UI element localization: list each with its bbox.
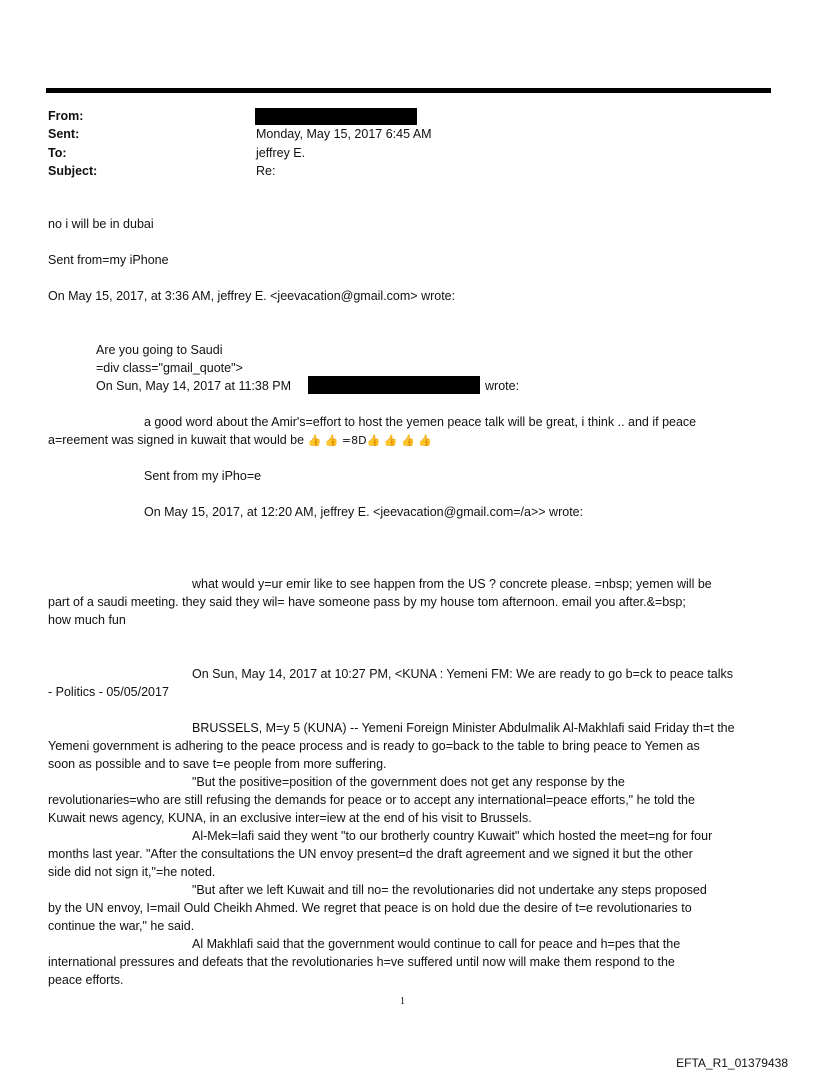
article-line: peace efforts. <box>48 973 124 987</box>
from-row <box>48 108 256 125</box>
quote3-line: how much fun <box>48 613 126 627</box>
to-row <box>48 145 305 162</box>
article-line: side did not sign it,"=he noted. <box>48 865 216 879</box>
document-id: EFTA_R1_01379438 <box>676 1056 788 1070</box>
subject-row <box>48 163 275 180</box>
signature-text: Sent from=my iPhone <box>48 253 169 267</box>
quote2-para-text: a=reement was signed in kuwait that would be <box>48 433 305 447</box>
quote4-line: On Sun, May 14, 2017 at 10:27 PM, <KUNA : Yemeni FM: We are ready to go b=ck to peace talks <box>192 667 734 681</box>
quote1-line: =div class="gmail_quote"> <box>96 361 243 375</box>
from-label: From: <box>48 109 84 123</box>
article-line: "But after we left Kuwait and till no= the revolutionaries did not undertake any steps proposed <box>192 883 707 897</box>
from-redaction <box>255 108 417 125</box>
article-line: by the UN envoy, I=mail Ould Cheikh Ahmed. We regret that peace is on hold due the desire of t=e revolutionaries to <box>48 901 692 915</box>
to-value: jeffrey E. <box>256 146 306 160</box>
quote1-line: Are you going to Saudi <box>96 343 223 357</box>
article-line: international pressures and defeats that the revolutionaries h=ve suffered until now will make them respond to the <box>48 955 675 969</box>
article-line: months last year. "After the consultations the UN envoy present=d the draft agreement and we signed it but the other <box>48 847 693 861</box>
quote3-line: what would y=ur emir like to see happen from the US ? concrete please. =nbsp; yemen will be <box>192 577 712 591</box>
quote2-signature: Sent from my iPho=e <box>144 469 262 483</box>
article-line: BRUSSELS, M=y 5 (KUNA) -- Yemeni Foreign Minister Abdulmalik Al-Makhlafi said Friday th=t the <box>192 721 735 735</box>
article-line: Al-Mek=lafi said they went "to our brotherly country Kuwait" which hosted the meet=ng for four <box>192 829 713 843</box>
to-label: To: <box>48 146 67 160</box>
quote2-header: On May 15, 2017, at 12:20 AM, jeffrey E. <jeevacation@gmail.com=/a>> wrote: <box>144 505 584 519</box>
quote1-header: On May 15, 2017, at 3:36 AM, jeffrey E. <jeevacation@gmail.com> wrote: <box>48 289 456 303</box>
article-line: "But the positive=position of the government does not get any response by the <box>192 775 625 789</box>
article-line: Yemeni government is adhering to the peace process and is ready to go=back to the table to bring peace to Yemen as <box>48 739 700 753</box>
header-rule <box>46 88 771 93</box>
quote4-line: - Politics - 05/05/2017 <box>48 685 169 699</box>
reply-text: no i will be in dubai <box>48 217 154 231</box>
sender-redaction <box>308 376 480 394</box>
article-line: soon as possible and to save t=e people from more suffering. <box>48 757 387 771</box>
subject-label: Subject: <box>48 164 98 178</box>
article-line: Al Makhlafi said that the government would continue to call for peace and h=pes that the <box>192 937 681 951</box>
quote1-line: wrote: <box>485 379 520 393</box>
sent-label: Sent: <box>48 127 80 141</box>
article-line: continue the war," he said. <box>48 919 195 933</box>
page-number: 1 <box>400 996 405 1007</box>
quote3-line: part of a saudi meeting. they said they wil= have someone pass by my house tom afternoon. email you after.&=bsp; <box>48 595 686 609</box>
sent-value: Monday, May 15, 2017 6:45 AM <box>256 127 432 141</box>
quote1-line: On Sun, May 14, 2017 at 11:38 PM <box>96 379 292 393</box>
article-line: revolutionaries=who are still refusing the demands for peace or to accept any international=peace efforts," he told the <box>48 793 695 807</box>
quote2-para-first: a good word about the Amir's=effort to host the yemen peace talk will be great, i think .. and if peace <box>144 415 697 429</box>
sent-row <box>48 126 432 143</box>
quote2-para-line <box>48 432 432 449</box>
article-line: Kuwait news agency, KUNA, in an exclusive inter=iew at the end of his visit to Brussels. <box>48 811 532 825</box>
thumbs-up-emoji: 👍 👍 =8D👍 👍 👍 👍 <box>307 434 432 447</box>
subject-value: Re: <box>256 164 276 178</box>
